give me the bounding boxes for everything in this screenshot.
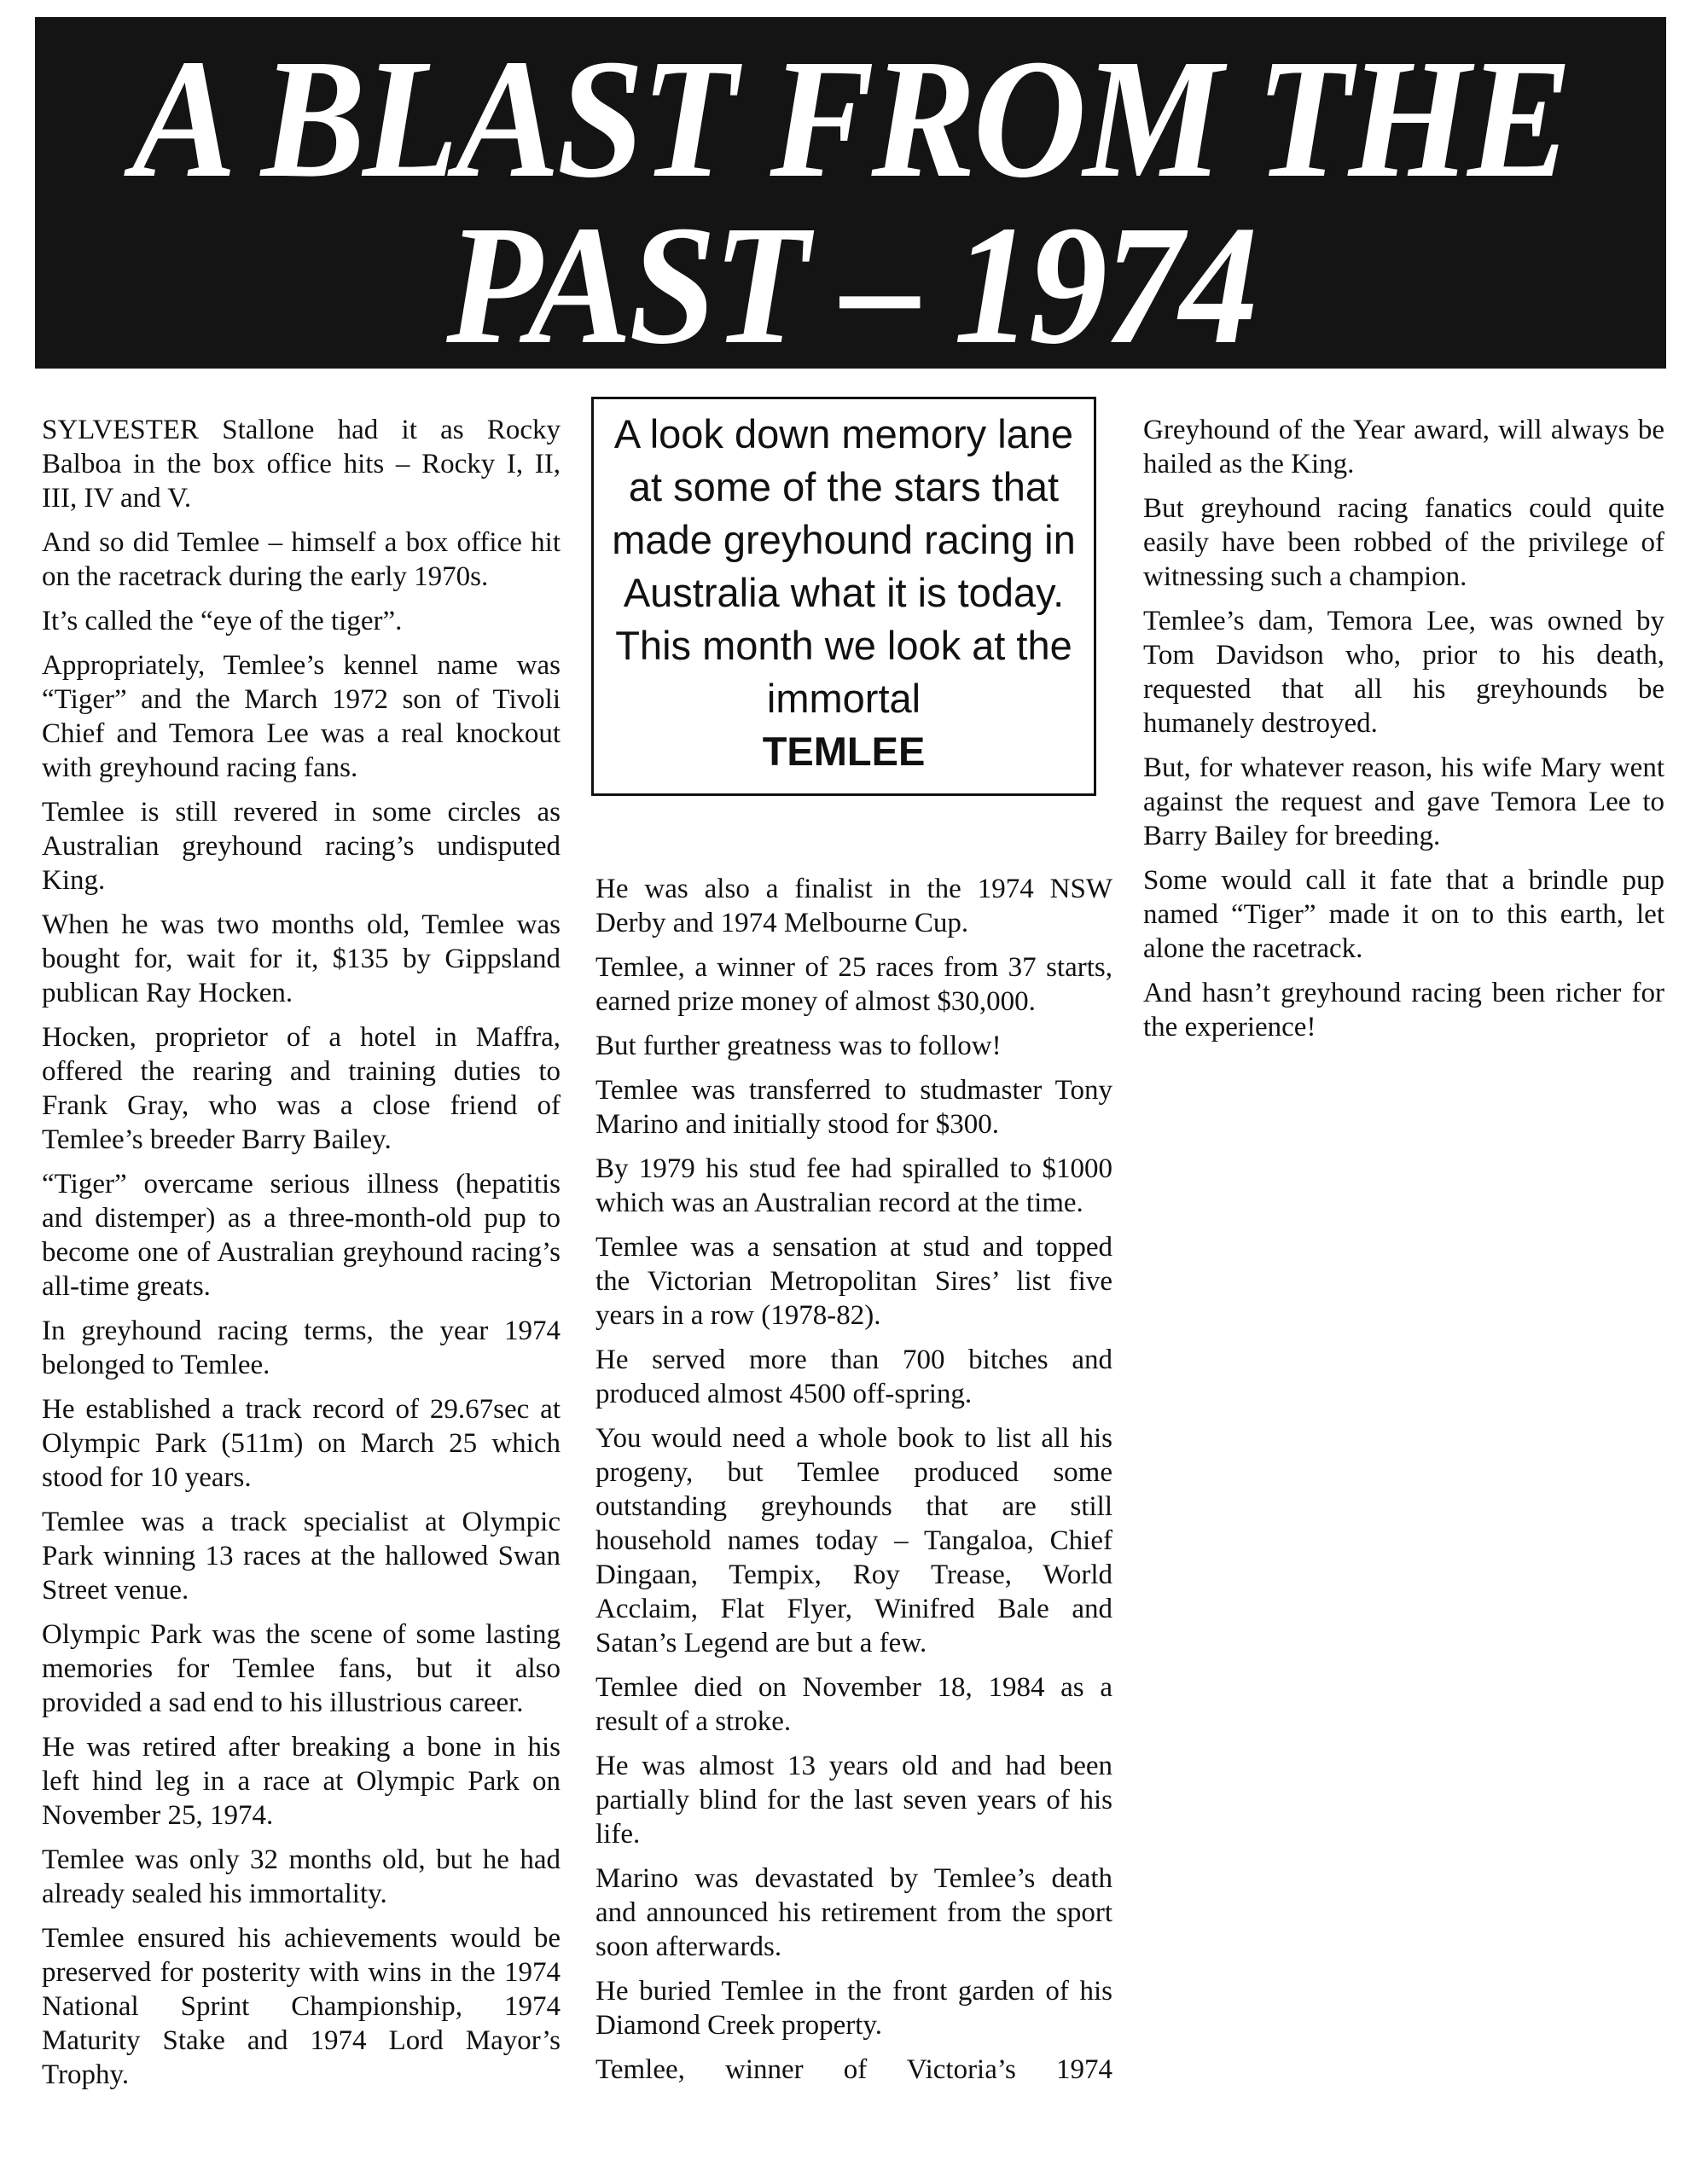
standfirst-text: A look down memory lane at some of the stars that made greyhound racing in Australia what it is today. This month we look at the immortal: [612, 411, 1076, 721]
article-paragraph: He was also a finalist in the 1974 NSW Derby and 1974 Melbourne Cup.: [595, 874, 1112, 938]
article-paragraph: Olympic Park was the scene of some lasting memories for Temlee fans, but it also provided a sad end to his illustrious career.: [42, 1619, 561, 1718]
article-paragraph: Temlee is still revered in some circles as Australian greyhound racing’s undisputed King.: [42, 797, 561, 896]
article-paragraph: Temlee died on November 18, 1984 as a result of a stroke.: [595, 1672, 1112, 1737]
article-paragraph: Some would call it fate that a brindle pup named “Tiger” made it on to this earth, let alone the racetrack.: [1143, 865, 1664, 964]
standfirst-box: [591, 397, 1096, 796]
article-paragraph: Temlee was transferred to studmaster Tony Marino and initially stood for $300.: [595, 1075, 1112, 1140]
article-paragraph: He served more than 700 bitches and produced almost 4500 off-spring.: [595, 1345, 1112, 1409]
article-paragraph: Temlee ensured his achievements would be preserved for posterity with wins in the 1974 National Sprint Championship, 1974 Maturity Stake and 1974 Lord Mayor’s Trophy.: [42, 1923, 561, 2090]
article-paragraph: And hasn’t greyhound racing been richer for the experience!: [1143, 978, 1664, 1043]
article-paragraph: SYLVESTER Stallone had it as Rocky Balboa in the box office hits – Rocky I, II, III, IV and V.: [42, 415, 561, 514]
article-paragraph: But greyhound racing fanatics could quite easily have been robbed of the privilege of witnessing such a champion.: [1143, 493, 1664, 592]
article-paragraph: Temlee, a winner of 25 races from 37 starts, earned prize money of almost $30,000.: [595, 952, 1112, 1017]
article-paragraph: Hocken, proprietor of a hotel in Maffra, offered the rearing and training duties to Frank Gray, who was a close friend of Temlee’s breeder Barry Bailey.: [42, 1022, 561, 1155]
article-paragraph: Appropriately, Temlee’s kennel name was “Tiger” and the March 1972 son of Tivoli Chief and Temora Lee was a real knockout with greyhound racing fans.: [42, 650, 561, 783]
article-column-2: [595, 872, 1112, 2097]
article-paragraph: Temlee was a track specialist at Olympic Park winning 13 races at the hallowed Swan Street venue.: [42, 1507, 561, 1606]
article-paragraph: Greyhound of the Year award, will always be hailed as the King.: [1143, 415, 1664, 479]
article-paragraph: In greyhound racing terms, the year 1974 belonged to Temlee.: [42, 1316, 561, 1380]
article-paragraph: Temlee, winner of Victoria’s 1974: [595, 2054, 1112, 2085]
article-paragraph: “Tiger” overcame serious illness (hepatitis and distemper) as a three-month-old pup to become one of Australian greyhound racing’s all-time greats.: [42, 1169, 561, 1302]
article-paragraph: Temlee was a sensation at stud and topped the Victorian Metropolitan Sires’ list five years in a row (1978-82).: [595, 1232, 1112, 1331]
article-paragraph: Marino was devastated by Temlee’s death and announced his retirement from the sport soon afterwards.: [595, 1863, 1112, 1962]
headline-banner: [35, 17, 1666, 369]
article-paragraph: You would need a whole book to list all his progeny, but Temlee produced some outstanding greyhounds that are still household names today – Tangaloa, Chief Dingaan, Tempix, Roy Trease, World Acclaim, Flat Flyer, Winifred Bale and Satan’s Legend are but a few.: [595, 1423, 1112, 1658]
article-paragraph: It’s called the “eye of the tiger”.: [42, 606, 403, 636]
article-paragraph: Temlee was only 32 months old, but he had already sealed his immortality.: [42, 1844, 561, 1909]
article-paragraph: Temlee’s dam, Temora Lee, was owned by Tom Davidson who, prior to his death, requested that all his greyhounds be humanely destroyed.: [1143, 606, 1664, 739]
article-paragraph: He was retired after breaking a bone in his left hind leg in a race at Olympic Park on November 25, 1974.: [42, 1732, 561, 1831]
article-paragraph: He buried Temlee in the front garden of his Diamond Creek property.: [595, 1976, 1112, 2041]
article-paragraph: But further greatness was to follow!: [595, 1031, 1002, 1061]
headline-line-1: A BLAST FROM THE: [131, 25, 1570, 213]
headline-line-2: PAST – 1974: [446, 191, 1255, 369]
article-paragraph: When he was two months old, Temlee was bought for, wait for it, $135 by Gippsland publican Ray Hocken.: [42, 909, 561, 1008]
standfirst-name: TEMLEE: [762, 729, 926, 774]
article-column-3: [1143, 413, 1664, 1054]
article-paragraph: And so did Temlee – himself a box office hit on the racetrack during the early 1970s.: [42, 527, 561, 592]
article-paragraph: He established a track record of 29.67sec at Olympic Park (511m) on March 25 which stood for 10 years.: [42, 1394, 561, 1493]
article-column-1: [42, 413, 561, 2102]
article-paragraph: But, for whatever reason, his wife Mary went against the request and gave Temora Lee to Barry Bailey for breeding.: [1143, 752, 1664, 851]
article-paragraph: He was almost 13 years old and had been partially blind for the last seven years of his life.: [595, 1751, 1112, 1850]
article-paragraph: By 1979 his stud fee had spiralled to $1000 which was an Australian record at the time.: [595, 1153, 1112, 1218]
